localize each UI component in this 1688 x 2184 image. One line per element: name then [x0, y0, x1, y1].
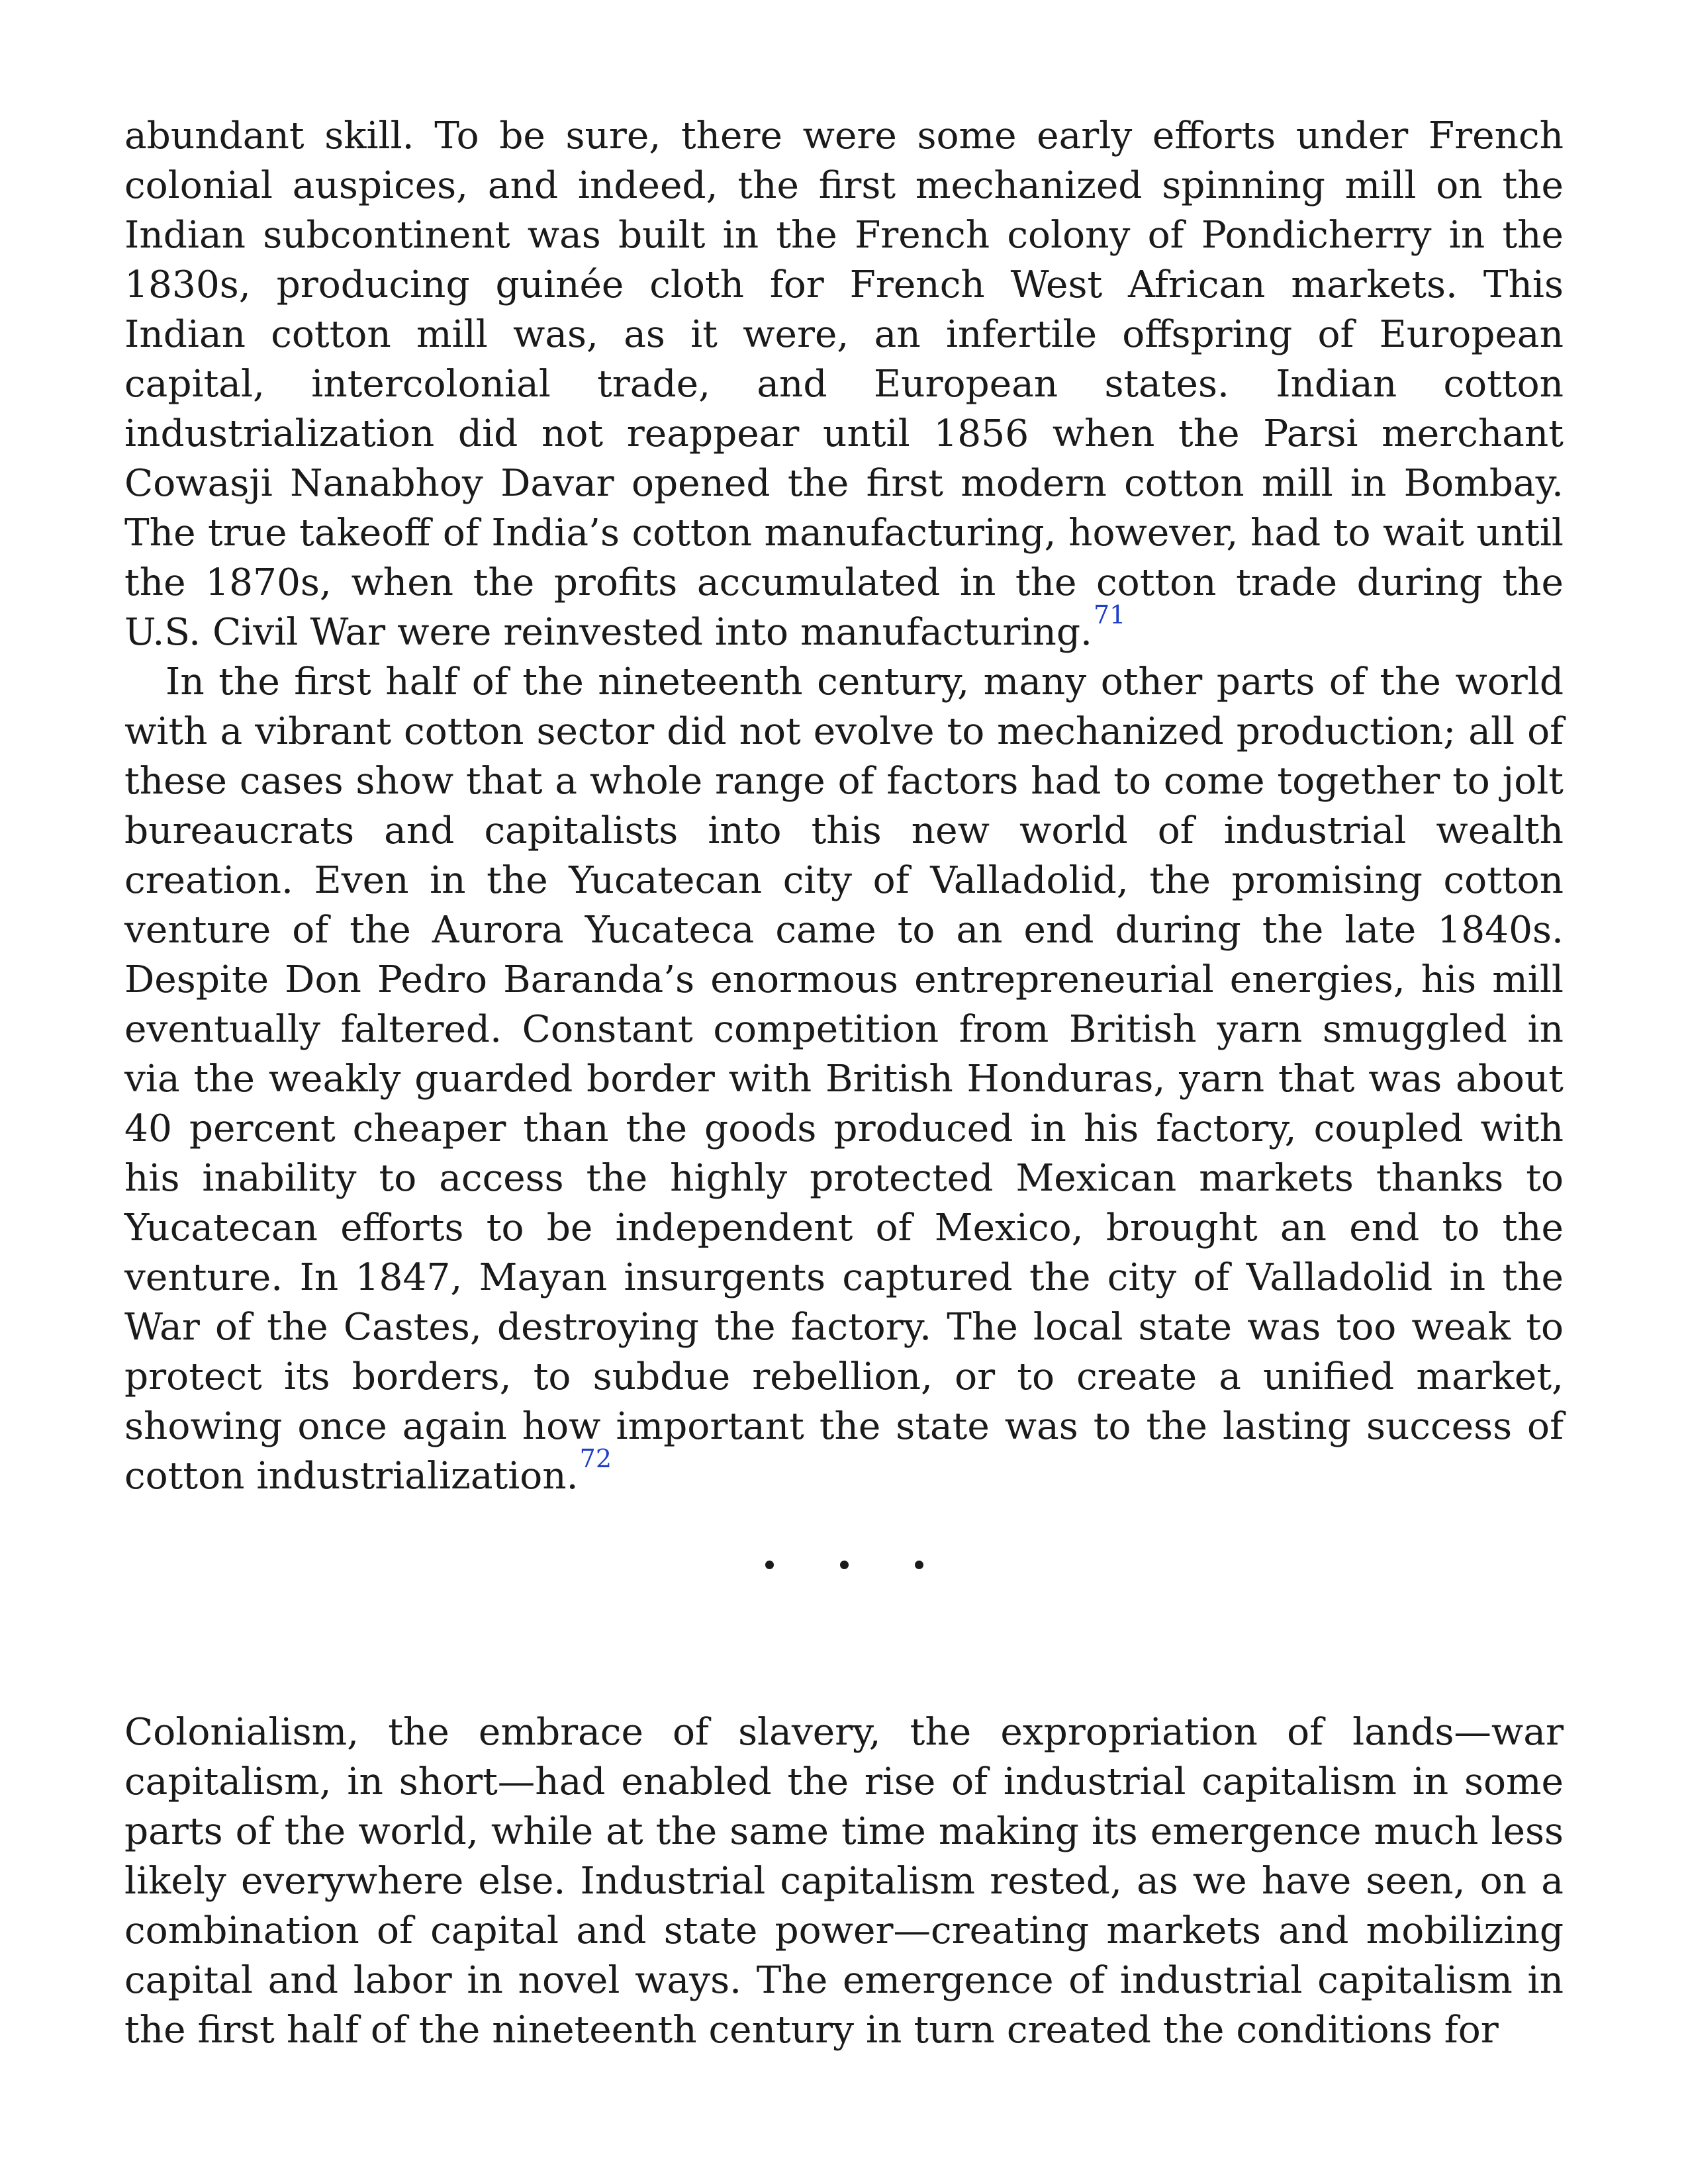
paragraph-3 [124, 1707, 1564, 2055]
section-break [124, 1561, 1564, 1587]
next-section [124, 1707, 1564, 2055]
footnote-ref-72[interactable]: 72 [579, 1444, 612, 1473]
paragraph-1-text: abundant skill. To be sure, there were some early efforts under French colonial auspices, and indeed, the first mechanized spinning mill on the Indian subcontinent was built in the French colony of Pondicherry in the 1830s, producing guinée cloth for French West African markets. This Indian cotton mill was, as it were, an infertile offspring of European capital, intercolonial trade, and European states. Indian cotton industrialization did not reappear until 1856 when the Parsi merchant Cowasji Nanabhoy Davar opened the first modern cotton mill in Bombay. The true takeoff of India’s cotton manufacturing, however, had to wait until the 1870s, when the profits accumulated in the cotton trade during the U.S. Civil War were reinvested into manufacturing. [124, 114, 1564, 654]
page-body [124, 111, 1564, 2052]
paragraph-2 [124, 657, 1564, 1501]
paragraph-1 [124, 111, 1564, 657]
paragraph-3-text: Colonialism, the embrace of slavery, the expropriation of lands—war capitalism, in short—had enabled the rise of industrial capitalism in some parts of the world, while at the same time making its emergence much less likely everywhere else. Industrial capitalism rested, as we have seen, on a combination of capital and state power—creating markets and mobilizing capital and labor in novel ways. The emergence of industrial capitalism in the first half of the nineteenth century in turn created the conditions for [124, 1711, 1564, 2052]
section-break-dot [915, 1561, 923, 1569]
paragraph-2-text: In the first half of the nineteenth century, many other parts of the world with a vibrant cotton sector did not evolve to mechanized production; all of these cases show that a whole range of factors had to come together to jolt bureaucrats and capitalists into this new world of industrial wealth creation. Even in the Yucatecan city of Valladolid, the promising cotton venture of the Aurora Yucateca came to an end during the late 1840s. Despite Don Pedro Baranda’s enormous entrepreneurial energies, his mill eventually faltered. Constant competition from British yarn smuggled in via the weakly guarded border with British Honduras, yarn that was about 40 percent cheaper than the goods produced in his factory, coupled with his inability to access the highly protected Mexican markets thanks to Yucatecan efforts to be independent of Mexico, brought an end to the venture. In 1847, Mayan insurgents captured the city of Valladolid in the War of the Castes, destroying the factory. The local state was too weak to protect its borders, to subdue rebellion, or to create a unified market, showing once again how important the state was to the lasting success of cotton industrialization. [124, 660, 1564, 1498]
section-break-dot [840, 1561, 849, 1569]
footnote-ref-71[interactable]: 71 [1093, 600, 1126, 629]
section-break-dot [765, 1561, 774, 1569]
